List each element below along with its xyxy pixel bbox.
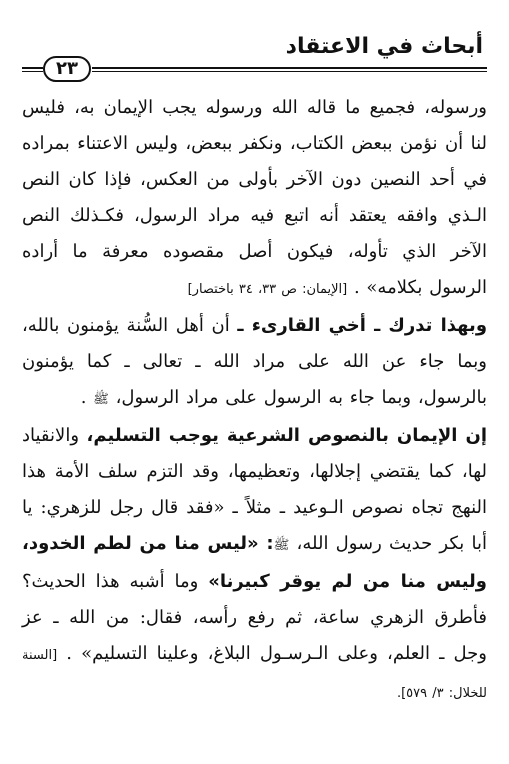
page-number-rule-left-thin	[22, 71, 43, 72]
header-rule	[92, 67, 487, 69]
paragraph-3-text: والانقياد لها، كما يقتضي إجلالها، وتعظيمها، وقد التزم سلف الأمة هذا النهج تجاه نصوص الـوعيد ـ مثلاً ـ «فقد قال رجل للزهري: يا أبا بكر حديث رسول الله،	[22, 425, 487, 554]
paragraph-3	[22, 418, 487, 712]
paragraph-2-tail: .	[80, 387, 94, 408]
running-title: أبحاث في الاعتقاد	[285, 34, 483, 59]
paragraph-1	[22, 90, 487, 308]
page-number-rule-left	[22, 67, 43, 69]
page-header	[0, 26, 509, 86]
salawat-glyph: ﷺ	[273, 538, 290, 553]
salawat-glyph: ﷺ	[93, 392, 109, 407]
paragraph-2	[22, 308, 487, 418]
paragraph-2-lead: وبهذا تدرك ـ أخي القارىء ـ	[237, 315, 488, 336]
paragraph-1-text: ورسوله، فجميع ما قاله الله ورسوله يجب الإيمان به، فليس لنا أن نؤمن ببعض الكتاب، ونكفر ببعض، وليس الاعتناء بمراده في أحد النصين دون الآخر بأولى من العكس، فإذا كان النص الـذي وافقه يعتقد أنه اتبع فيه مراد الرسول، فكـذلك النص الآخر الذي تأوله، فيكون أصل مقصوده معرفة ما أراده الرسول بكلامه» .	[22, 97, 487, 298]
page-number: ٢٣	[43, 56, 91, 82]
paragraph-3-lead: إن الإيمان بالنصوص الشرعية يوجب التسليم،	[86, 425, 487, 446]
hadith-quote: : «ليس منا من لطم الخدود، وليس منا من لم يوقر كبيرنا»	[22, 533, 487, 592]
paragraph-3-text-2: وما أشبه هذا الحديث؟ فأطرق الزهري ساعة، ثم رفع رأسه، فقال: من الله ـ عز وجل ـ العلم، وعلى الـرسـول البلاغ، وعلينا التسليم» .	[22, 571, 487, 664]
header-rule-thin	[92, 71, 487, 72]
paragraph-3-citation: [السنة للخلال: ٣/ ٥٧٩].	[22, 648, 487, 701]
paragraph-2-text: أن أهل السُّنة يؤمنون بالله، وبما جاء عن الله على مراد الله ـ تعالى ـ كما يؤمنون بالرسول، وبما جاء به الرسول على مراد الرسول،	[22, 315, 487, 408]
paragraph-1-citation: [الإيمان: ص ٣٣، ٣٤ باختصار]	[187, 282, 348, 297]
body-text	[22, 90, 487, 712]
